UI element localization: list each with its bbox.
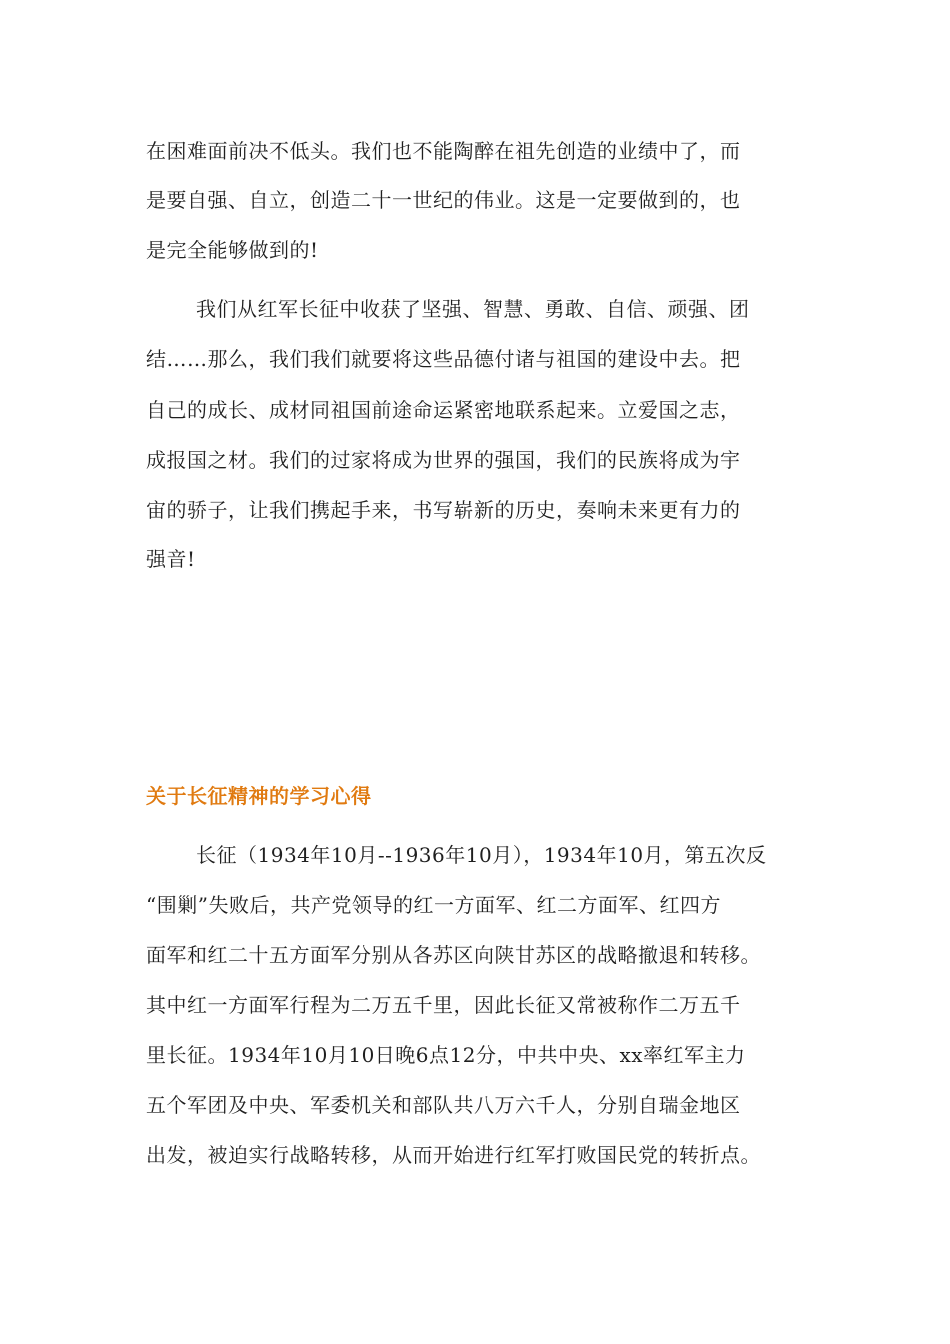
paragraph-line: 成报国之材。我们的过家将成为世界的强国，我们的民族将成为宇: [146, 448, 741, 472]
paragraph-line: 五个军团及中央、军委机关和部队共八万六千人，分别自瑞金地区: [146, 1093, 741, 1117]
paragraph-line: 结……那么，我们我们就要将这些品德付诸与祖国的建设中去。把: [146, 347, 741, 371]
paragraph-line: 是要自强、自立，创造二十一世纪的伟业。这是一定要做到的，也: [146, 188, 741, 212]
paragraph-line: 里长征。1934年10月10日晚6点12分，中共中央、xx率红军主力: [146, 1043, 746, 1067]
paragraph-line: 是完全能够做到的!: [146, 238, 319, 262]
paragraph-line: 在困难面前决不低头。我们也不能陶醉在祖先创造的业绩中了，而: [146, 139, 741, 163]
paragraph-line: “围剿”失败后，共产党领导的红一方面军、红二方面军、红四方: [146, 893, 721, 917]
section-heading: 关于长征精神的学习心得: [146, 784, 372, 808]
paragraph-line: 强音!: [146, 547, 196, 571]
paragraph-line: 宙的骄子，让我们携起手来，书写崭新的历史，奏响未来更有力的: [146, 498, 741, 522]
paragraph-line: 面军和红二十五方面军分别从各苏区向陕甘苏区的战略撤退和转移。: [146, 943, 761, 967]
paragraph-line: 自己的成长、成材同祖国前途命运紧密地联系起来。立爱国之志，: [146, 398, 741, 422]
paragraph-line: 长征（1934年10月--1936年10月），1934年10月，第五次反: [196, 843, 767, 867]
paragraph-line: 我们从红军长征中收获了坚强、智慧、勇敢、自信、顽强、团: [196, 297, 750, 321]
paragraph-line: 出发，被迫实行战略转移，从而开始进行红军打败国民党的转折点。: [146, 1143, 761, 1167]
paragraph-line: 其中红一方面军行程为二万五千里，因此长征又常被称作二万五千: [146, 993, 741, 1017]
